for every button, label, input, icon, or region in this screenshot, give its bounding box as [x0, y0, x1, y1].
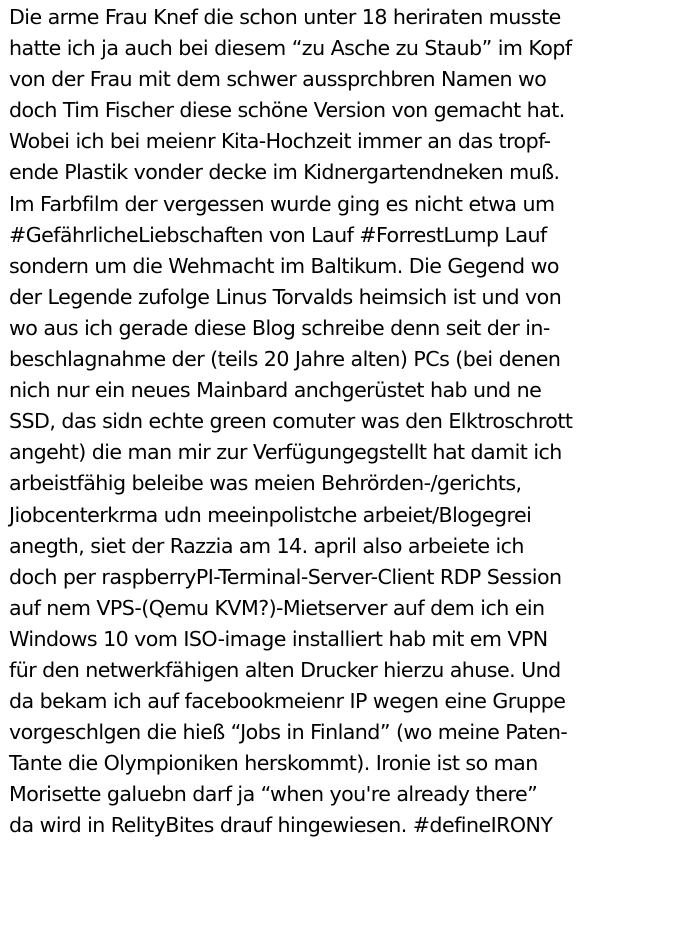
text-line: wo aus ich gerade diese Blog schreibe denn seit der in- — [9, 315, 550, 340]
text-line: von der Frau mit dem schwer aussprchbren Namen wo — [9, 67, 547, 92]
text-line: sondern um die Wehmacht im Baltikum. Die Gegend wo — [9, 253, 559, 278]
text-line: Jiobcenterkrma udn meeinpolistche arbeiet/Blogegrei — [9, 502, 532, 527]
text-line: Windows 10 vom ISO-image installiert hab mit em VPN — [9, 626, 548, 651]
text-line: doch per raspberryPI-Terminal-Server-Client RDP Session — [9, 564, 562, 589]
text-line: da wird in RelityBites drauf hingewiesen. #defineIRONY — [9, 813, 553, 838]
text-line: arbeistfähig beleibe was meien Behrörden-/gerichts, — [9, 471, 522, 496]
text-line: auf nem VPS-(Qemu KVM?)-Mietserver auf dem ich ein — [9, 595, 545, 620]
text-line: anegth, siet der Razzia am 14. april also arbeiete ich — [9, 533, 524, 558]
text-line: Die arme Frau Knef die schon unter 18 heriraten musste — [9, 5, 561, 29]
body-text — [9, 2, 681, 842]
text-line: der Legende zufolge Linus Torvalds heimsich ist und von — [9, 284, 562, 309]
text-line: beschlagnahme der (teils 20 Jahre alten) PCs (bei denen — [9, 347, 561, 372]
text-line: da bekam ich auf facebookmeienr IP wegen eine Gruppe — [9, 689, 566, 714]
text-line: Tante die Olympioniken herskommt). Ironie ist so man — [9, 751, 538, 776]
text-line: angeht) die man mir zur Verfügungegstellt hat damit ich — [9, 440, 562, 465]
text-line: ende Plastik vonder decke im Kidnergartendneken muß. — [9, 160, 560, 185]
text-line: Morisette galuebn darf ja “when you're already there” — [9, 782, 538, 807]
text-line: für den netwerkfähigen alten Drucker hierzu ahuse. Und — [9, 657, 561, 682]
text-line: #GefährlicheLiebschaften von Lauf #ForrestLump Lauf — [9, 222, 547, 247]
text-line: doch Tim Fischer diese schöne Version von gemacht hat. — [9, 98, 565, 123]
text-line: Wobei ich bei meienr Kita-Hochzeit immer an das tropf- — [9, 129, 551, 154]
text-line: hatte ich ja auch bei diesem “zu Asche zu Staub” im Kopf — [9, 36, 572, 61]
text-line: SSD, das sidn echte green comuter was den Elktroschrott — [9, 409, 573, 434]
text-line: Im Farbfilm der vergessen wurde ging es nicht etwa um — [9, 191, 555, 216]
text-line: vorgeschlgen die hieß “Jobs in Finland” (wo meine Paten- — [9, 720, 568, 745]
text-line: nich nur ein neues Mainbard anchgerüstet hab und ne — [9, 378, 542, 403]
